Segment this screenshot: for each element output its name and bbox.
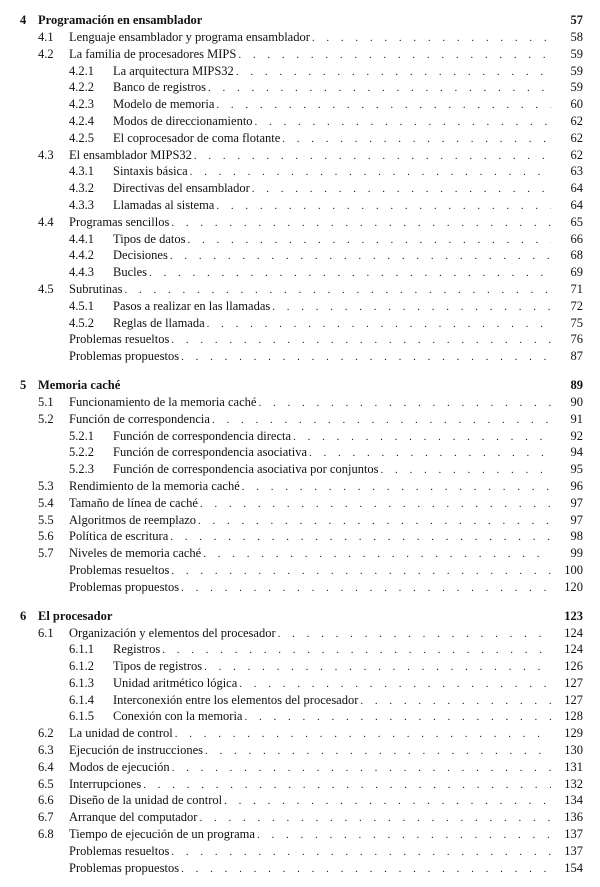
entry-title: Directivas del ensamblador <box>113 181 250 196</box>
dot-leader <box>208 80 555 97</box>
entry-page-number: 69 <box>551 264 583 281</box>
entry-page-number: 75 <box>551 315 583 332</box>
entry-title-line <box>113 675 555 693</box>
toc-entry[interactable] <box>0 298 600 315</box>
entry-title-line <box>69 214 555 232</box>
dot-leader <box>309 445 555 462</box>
entry-page-number: 120 <box>551 579 583 596</box>
entry-title-line <box>69 809 555 827</box>
entry-number: 6.7 <box>38 810 54 825</box>
dot-leader <box>207 316 555 333</box>
chapter-page-number: 57 <box>551 11 583 29</box>
entry-title-line <box>113 130 555 148</box>
entry-title-line <box>113 96 555 114</box>
entry-number: 6.4 <box>38 759 54 774</box>
toc-entry[interactable] <box>0 163 600 180</box>
entry-number: 4.3 <box>38 147 54 162</box>
entry-title: Conexión con la memoria <box>113 709 243 724</box>
entry-number: 6.2 <box>38 726 54 741</box>
chapter-heading[interactable] <box>0 607 600 625</box>
entry-title: Lenguaje ensamblador y programa ensamblador <box>69 30 310 44</box>
toc-entry[interactable] <box>0 776 600 793</box>
entry-number: 5.2 <box>38 411 54 426</box>
entry-title-line <box>69 512 555 530</box>
dot-leader <box>199 810 555 827</box>
entry-number: 4.4.3 <box>69 265 94 280</box>
entry-title: Interconexión entre los elementos del procesador <box>113 692 359 707</box>
chapter-title: Programación en ensamblador <box>38 13 203 27</box>
entry-page-number: 90 <box>551 394 583 411</box>
entry-title: Problemas resueltos <box>69 562 170 577</box>
toc-entry[interactable] <box>0 545 600 562</box>
dot-leader <box>143 777 555 794</box>
dot-leader <box>204 659 555 676</box>
entry-number: 5.2.2 <box>69 445 94 460</box>
chapter-page-number: 123 <box>551 607 583 625</box>
entry-number: 4.5 <box>38 281 54 296</box>
entry-title-line <box>113 298 555 316</box>
entry-title-line <box>69 759 555 777</box>
entry-page-number: 76 <box>551 331 583 348</box>
entry-page-number: 128 <box>551 708 583 725</box>
dot-leader <box>258 395 555 412</box>
toc-entry[interactable] <box>0 264 600 281</box>
entry-number: 6.5 <box>38 776 54 791</box>
entry-title-line <box>113 79 555 97</box>
chapter-number: 4 <box>20 13 27 27</box>
chapter-number: 6 <box>20 608 27 623</box>
dot-leader <box>181 580 555 597</box>
entry-number: 5.4 <box>38 495 54 510</box>
dot-leader <box>255 114 555 131</box>
entry-page-number: 59 <box>551 46 583 63</box>
entry-title-line <box>113 315 555 333</box>
entry-title: Niveles de memoria caché <box>69 546 202 561</box>
dot-leader <box>293 429 555 446</box>
entry-page-number: 136 <box>551 809 583 826</box>
dot-leader <box>238 47 555 64</box>
entry-title: Programas sencillos <box>69 214 170 229</box>
toc-entry[interactable] <box>0 214 600 231</box>
entry-number: 4.1 <box>38 30 54 44</box>
entry-number: 6.1.5 <box>69 709 94 724</box>
entry-number: 6.1.1 <box>69 642 94 657</box>
entry-page-number: 68 <box>551 247 583 264</box>
entry-title: Diseño de la unidad de control <box>69 793 223 808</box>
entry-title-line <box>69 742 555 760</box>
chapter-section <box>0 376 600 596</box>
dot-leader <box>170 529 555 546</box>
entry-title: Función de correspondencia <box>69 411 210 426</box>
dot-leader <box>124 282 555 299</box>
entry-number: 4.2.4 <box>69 113 94 128</box>
entry-title: El ensamblador MIPS32 <box>69 147 192 162</box>
dot-leader <box>216 97 555 114</box>
entry-title-line <box>113 428 555 446</box>
entry-page-number: 62 <box>551 113 583 130</box>
dot-leader <box>360 693 555 710</box>
entry-page-number: 96 <box>551 478 583 495</box>
dot-leader <box>200 496 555 513</box>
dot-leader <box>171 563 555 580</box>
dot-leader <box>224 793 555 810</box>
dot-leader <box>236 64 555 81</box>
entry-title: Tipos de registros <box>113 659 203 674</box>
entry-title-line <box>113 692 555 710</box>
entry-page-number: 62 <box>551 147 583 164</box>
entry-page-number: 99 <box>551 545 583 562</box>
chapter-title-line <box>38 607 555 625</box>
dot-leader <box>190 164 555 181</box>
toc-entry[interactable] <box>0 411 600 428</box>
entry-title-line <box>69 725 555 743</box>
toc-entry[interactable] <box>0 826 600 843</box>
toc-entry[interactable] <box>0 29 600 46</box>
dot-leader <box>244 709 555 726</box>
chapter-heading[interactable] <box>0 376 600 394</box>
toc-entry[interactable] <box>0 130 600 147</box>
entry-title: Decisiones <box>113 248 168 263</box>
dot-leader <box>203 546 555 563</box>
dot-leader <box>252 181 555 198</box>
entry-number: 4.2 <box>38 46 54 61</box>
entry-title: Pasos a realizar en las llamadas <box>113 298 271 313</box>
entry-page-number: 72 <box>551 298 583 315</box>
entry-number: 6.1 <box>38 625 54 640</box>
entry-page-number: 59 <box>551 79 583 96</box>
dot-leader <box>216 198 555 215</box>
chapter-section <box>0 607 600 877</box>
dot-leader <box>149 265 555 282</box>
entry-number: 4.2.5 <box>69 130 94 145</box>
toc-entry[interactable] <box>0 759 600 776</box>
entry-title-line <box>69 478 555 496</box>
dot-leader <box>205 743 555 760</box>
toc-entry[interactable] <box>0 428 600 445</box>
entry-page-number: 95 <box>551 461 583 478</box>
entry-title: Tipos de datos <box>113 231 186 246</box>
dot-leader <box>272 299 555 316</box>
entry-title-line <box>69 562 555 580</box>
entry-title: Algoritmos de reemplazo <box>69 512 197 527</box>
toc-entry[interactable] <box>0 247 600 264</box>
entry-number: 6.8 <box>38 827 54 842</box>
entry-page-number: 64 <box>551 180 583 197</box>
dot-leader <box>198 513 555 530</box>
dot-leader <box>181 349 555 366</box>
entry-title-line <box>69 843 555 861</box>
entry-number: 4.4 <box>38 214 54 229</box>
toc-entry[interactable] <box>0 281 600 298</box>
entry-title-line <box>69 495 555 513</box>
entry-title-line <box>113 113 555 131</box>
entry-title: Unidad aritmético lógica <box>113 675 238 690</box>
toc-entry[interactable] <box>0 231 600 248</box>
chapter-title-line <box>38 376 555 394</box>
entry-number: 4.3.2 <box>69 181 94 196</box>
entry-title-line <box>69 792 555 810</box>
entry-number: 5.5 <box>38 512 54 527</box>
entry-title-line <box>69 46 555 64</box>
entry-title: Función de correspondencia directa <box>113 428 292 443</box>
dot-leader <box>181 861 555 878</box>
toc-entry[interactable] <box>0 147 600 164</box>
entry-number: 5.3 <box>38 478 54 493</box>
entry-page-number: 132 <box>551 776 583 793</box>
dot-leader <box>170 248 555 265</box>
entry-title: Problemas propuestos <box>69 860 180 875</box>
dot-leader <box>172 760 555 777</box>
toc-entry[interactable] <box>0 478 600 495</box>
entry-page-number: 71 <box>551 281 583 298</box>
entry-title: Sintaxis básica <box>113 164 188 179</box>
toc-entry[interactable] <box>0 692 600 709</box>
entry-page-number: 137 <box>551 826 583 843</box>
entry-number: 5.2.3 <box>69 462 94 477</box>
entry-number: 4.4.1 <box>69 231 94 246</box>
entry-page-number: 127 <box>551 692 583 709</box>
dot-leader <box>162 642 555 659</box>
entry-title-line <box>69 331 555 349</box>
entry-number: 6.1.4 <box>69 692 94 707</box>
entry-title: Ejecución de instrucciones <box>69 743 203 758</box>
entry-title: Organización y elementos del procesador <box>69 625 276 640</box>
entry-number: 4.5.1 <box>69 298 94 313</box>
chapter-title: El procesador <box>38 608 113 623</box>
toc-entry[interactable] <box>0 331 600 348</box>
entry-page-number: 64 <box>551 197 583 214</box>
chapter-title-line <box>38 11 555 29</box>
entry-title-line <box>113 247 555 265</box>
toc-entry[interactable] <box>0 79 600 96</box>
entry-title: Política de escritura <box>69 529 169 544</box>
entry-title: Interrupciones <box>69 776 142 791</box>
entry-title: Problemas resueltos <box>69 332 170 347</box>
toc-entry[interactable] <box>0 641 600 658</box>
entry-title-line <box>69 394 555 412</box>
entry-title-line <box>69 545 555 563</box>
entry-title-line <box>69 281 555 299</box>
entry-number: 5.6 <box>38 529 54 544</box>
entry-title: Problemas resueltos <box>69 843 170 858</box>
entry-page-number: 87 <box>551 348 583 365</box>
entry-title: El coprocesador de coma flotante <box>113 130 281 145</box>
entry-page-number: 94 <box>551 444 583 461</box>
dot-leader <box>282 131 555 148</box>
entry-title: La unidad de control <box>69 726 173 741</box>
entry-page-number: 134 <box>551 792 583 809</box>
chapter-title: Memoria caché <box>38 377 121 392</box>
dot-leader <box>312 30 555 47</box>
toc-entry[interactable] <box>0 315 600 332</box>
entry-page-number: 100 <box>551 562 583 579</box>
entry-page-number: 65 <box>551 214 583 231</box>
dot-leader <box>239 676 555 693</box>
dot-leader <box>194 148 555 165</box>
toc-entry[interactable] <box>0 658 600 675</box>
entry-title-line <box>113 63 555 81</box>
entry-title: Función de correspondencia asociativa <box>113 445 308 460</box>
toc-entry[interactable] <box>0 675 600 692</box>
entry-number: 4.2.3 <box>69 97 94 112</box>
entry-page-number: 63 <box>551 163 583 180</box>
entry-page-number: 66 <box>551 231 583 248</box>
entry-page-number: 98 <box>551 528 583 545</box>
toc-entry[interactable] <box>0 348 600 365</box>
entry-title-line <box>69 826 555 844</box>
entry-title: Reglas de llamada <box>113 315 205 330</box>
entry-number: 6.6 <box>38 793 54 808</box>
toc-entry[interactable] <box>0 843 600 860</box>
entry-number: 4.2.2 <box>69 80 94 95</box>
toc-entry[interactable] <box>0 495 600 512</box>
entry-title-line <box>69 776 555 794</box>
toc-entry[interactable] <box>0 528 600 545</box>
entry-number: 5.7 <box>38 546 54 561</box>
entry-title: La arquitectura MIPS32 <box>113 63 234 78</box>
entry-page-number: 97 <box>551 512 583 529</box>
entry-title: Bucles <box>113 265 148 280</box>
toc-entry[interactable] <box>0 579 600 596</box>
toc-entry[interactable] <box>0 792 600 809</box>
entry-title-line <box>69 29 555 47</box>
entry-title-line <box>113 444 555 462</box>
entry-number: 5.1 <box>38 394 54 409</box>
entry-title-line <box>69 348 555 366</box>
entry-title: Modos de direccionamiento <box>113 113 253 128</box>
entry-title: Tamaño de línea de caché <box>69 495 198 510</box>
toc-entry[interactable] <box>0 180 600 197</box>
entry-title-line <box>113 197 555 215</box>
entry-page-number: 91 <box>551 411 583 428</box>
dot-leader <box>171 844 555 861</box>
entry-title: Modos de ejecución <box>69 759 170 774</box>
entry-page-number: 92 <box>551 428 583 445</box>
toc-entry[interactable] <box>0 562 600 579</box>
entry-title-line <box>69 147 555 165</box>
dot-leader <box>278 626 555 643</box>
entry-title-line <box>113 658 555 676</box>
entry-page-number: 124 <box>551 641 583 658</box>
entry-number: 6.1.3 <box>69 675 94 690</box>
toc-entry[interactable] <box>0 860 600 877</box>
entry-number: 4.5.2 <box>69 315 94 330</box>
entry-title: Problemas propuestos <box>69 579 180 594</box>
entry-page-number: 60 <box>551 96 583 113</box>
entry-number: 6.1.2 <box>69 659 94 674</box>
toc-entry[interactable] <box>0 809 600 826</box>
entry-title-line <box>113 180 555 198</box>
entry-number: 4.2.1 <box>69 63 94 78</box>
dot-leader <box>175 726 555 743</box>
entry-title: Llamadas al sistema <box>113 197 215 212</box>
dot-leader <box>381 462 555 479</box>
dot-leader <box>257 827 555 844</box>
entry-title-line <box>69 411 555 429</box>
entry-title-line <box>113 641 555 659</box>
toc-entry[interactable] <box>0 197 600 214</box>
toc-entry[interactable] <box>0 625 600 642</box>
toc-entry[interactable] <box>0 444 600 461</box>
entry-title: La familia de procesadores MIPS <box>69 46 237 61</box>
entry-title-line <box>113 708 555 726</box>
dot-leader <box>187 232 555 249</box>
toc-entry[interactable] <box>0 725 600 742</box>
toc-chapters <box>0 11 600 887</box>
dot-leader <box>171 215 555 232</box>
entry-number: 5.2.1 <box>69 428 94 443</box>
entry-page-number: 131 <box>551 759 583 776</box>
entry-number: 4.3.1 <box>69 164 94 179</box>
entry-title: Registros <box>113 642 161 657</box>
chapter-heading[interactable] <box>0 11 600 29</box>
entry-page-number: 126 <box>551 658 583 675</box>
entry-page-number: 124 <box>551 625 583 642</box>
dot-leader <box>171 332 555 349</box>
entry-title-line <box>69 579 555 597</box>
toc-entry[interactable] <box>0 96 600 113</box>
entry-title-line <box>113 461 555 479</box>
entry-page-number: 97 <box>551 495 583 512</box>
entry-number: 6.3 <box>38 743 54 758</box>
chapter-section <box>0 11 600 365</box>
entry-title-line <box>69 860 555 878</box>
toc-entry[interactable] <box>0 742 600 759</box>
entry-title: Funcionamiento de la memoria caché <box>69 394 257 409</box>
toc-entry[interactable] <box>0 394 600 411</box>
entry-page-number: 154 <box>551 860 583 877</box>
entry-number: 4.4.2 <box>69 248 94 263</box>
entry-title: Problemas propuestos <box>69 349 180 364</box>
entry-title: Subrutinas <box>69 281 123 296</box>
entry-title-line <box>113 163 555 181</box>
toc-entry[interactable] <box>0 708 600 725</box>
entry-page-number: 130 <box>551 742 583 759</box>
entry-title: Rendimiento de la memoria caché <box>69 478 240 493</box>
toc-entry[interactable] <box>0 63 600 80</box>
entry-title-line <box>113 231 555 249</box>
entry-number: 4.3.3 <box>69 197 94 212</box>
entry-title-line <box>113 264 555 282</box>
entry-title: Banco de registros <box>113 80 207 95</box>
entry-page-number: 137 <box>551 843 583 860</box>
entry-page-number: 58 <box>551 29 583 46</box>
entry-page-number: 129 <box>551 725 583 742</box>
dot-leader <box>242 479 555 496</box>
entry-page-number: 127 <box>551 675 583 692</box>
entry-title: Tiempo de ejecución de un programa <box>69 827 255 842</box>
entry-title: Función de correspondencia asociativa por conjuntos <box>113 462 379 477</box>
toc-entry[interactable] <box>0 113 600 130</box>
toc-entry[interactable] <box>0 46 600 63</box>
chapter-page-number: 89 <box>551 376 583 394</box>
toc-entry[interactable] <box>0 461 600 478</box>
entry-title-line <box>69 528 555 546</box>
entry-page-number: 59 <box>551 63 583 80</box>
chapter-number: 5 <box>20 377 27 392</box>
entry-title-line <box>69 625 555 643</box>
entry-page-number: 62 <box>551 130 583 147</box>
entry-title: Modelo de memoria <box>113 97 215 112</box>
toc-entry[interactable] <box>0 512 600 529</box>
entry-title: Arranque del computador <box>69 810 198 825</box>
dot-leader <box>212 412 555 429</box>
